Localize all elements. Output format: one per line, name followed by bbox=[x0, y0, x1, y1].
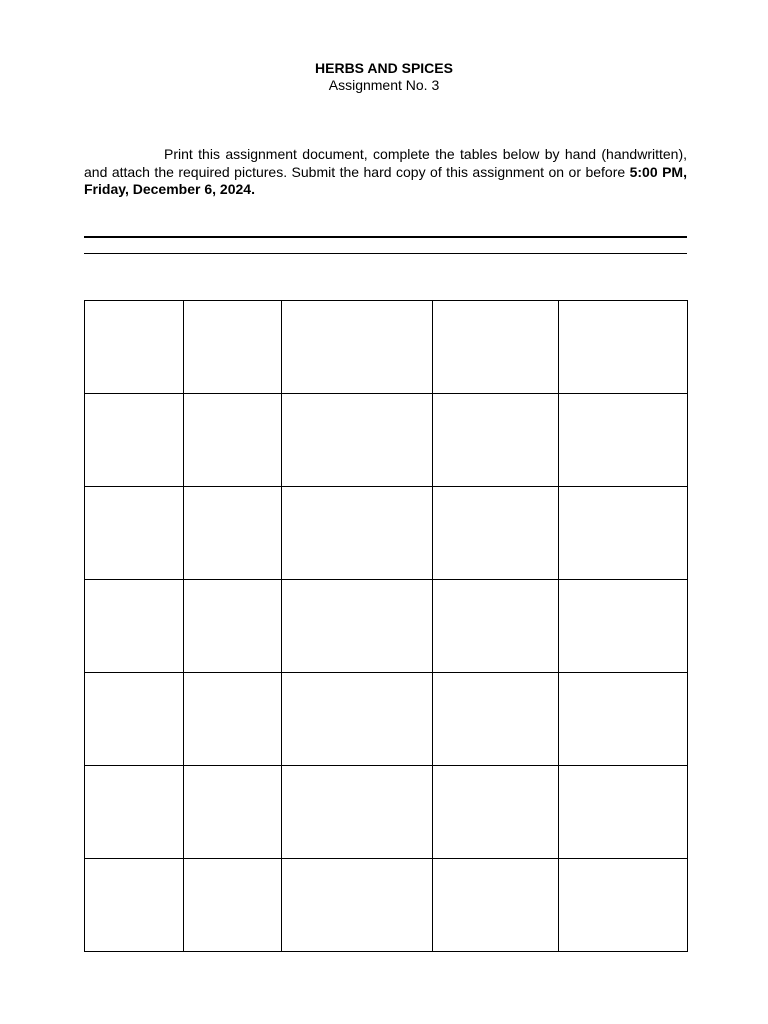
table-cell[interactable] bbox=[184, 766, 282, 859]
table-cell[interactable] bbox=[433, 487, 559, 580]
table-row bbox=[85, 301, 688, 394]
table-cell[interactable] bbox=[85, 766, 184, 859]
table-row bbox=[85, 487, 688, 580]
table-cell[interactable] bbox=[282, 301, 433, 394]
table-cell[interactable] bbox=[433, 766, 559, 859]
table-cell[interactable] bbox=[282, 580, 433, 673]
table-cell[interactable] bbox=[433, 394, 559, 487]
table-cell[interactable] bbox=[85, 580, 184, 673]
divider-thin bbox=[84, 253, 687, 254]
table-cell[interactable] bbox=[433, 580, 559, 673]
table-cell[interactable] bbox=[184, 580, 282, 673]
table-cell[interactable] bbox=[282, 673, 433, 766]
table-cell[interactable] bbox=[85, 673, 184, 766]
deadline-text: 5:00 PM, Friday, December 6, 2024 bbox=[84, 163, 687, 197]
table-cell[interactable] bbox=[559, 859, 688, 952]
table-row bbox=[85, 580, 688, 673]
table-cell[interactable] bbox=[282, 487, 433, 580]
document-subtitle: Assignment No. 3 bbox=[328, 77, 440, 93]
table-cell[interactable] bbox=[184, 673, 282, 766]
table-cell[interactable] bbox=[85, 487, 184, 580]
table-cell[interactable] bbox=[559, 301, 688, 394]
table-cell[interactable] bbox=[433, 673, 559, 766]
table-cell[interactable] bbox=[559, 394, 688, 487]
table-cell[interactable] bbox=[559, 673, 688, 766]
table-cell[interactable] bbox=[559, 487, 688, 580]
table-row bbox=[85, 766, 688, 859]
table-cell[interactable] bbox=[559, 580, 688, 673]
document-title: HERBS AND SPICES bbox=[315, 60, 453, 76]
table-cell[interactable] bbox=[559, 766, 688, 859]
table-cell[interactable] bbox=[85, 301, 184, 394]
table-row bbox=[85, 859, 688, 952]
table-cell[interactable] bbox=[282, 766, 433, 859]
table-row bbox=[85, 673, 688, 766]
table-cell[interactable] bbox=[433, 301, 559, 394]
instructions-paragraph bbox=[84, 146, 687, 199]
instructions-text: Print this assignment document, complete the tables below by hand (handwritten), and attach the required pictures. Submit the hard copy of this assignment on or before bbox=[84, 146, 687, 180]
table-cell[interactable] bbox=[85, 859, 184, 952]
table-cell[interactable] bbox=[184, 487, 282, 580]
table-row bbox=[85, 394, 688, 487]
table-body bbox=[85, 301, 688, 952]
divider-thick bbox=[84, 236, 687, 238]
instructions-ending: . bbox=[251, 181, 255, 197]
blank-assignment-table bbox=[84, 300, 688, 952]
table-cell[interactable] bbox=[282, 394, 433, 487]
table-cell[interactable] bbox=[85, 394, 184, 487]
table-cell[interactable] bbox=[433, 859, 559, 952]
table-cell[interactable] bbox=[184, 859, 282, 952]
table-cell[interactable] bbox=[184, 301, 282, 394]
table-cell[interactable] bbox=[282, 859, 433, 952]
table-cell[interactable] bbox=[184, 394, 282, 487]
